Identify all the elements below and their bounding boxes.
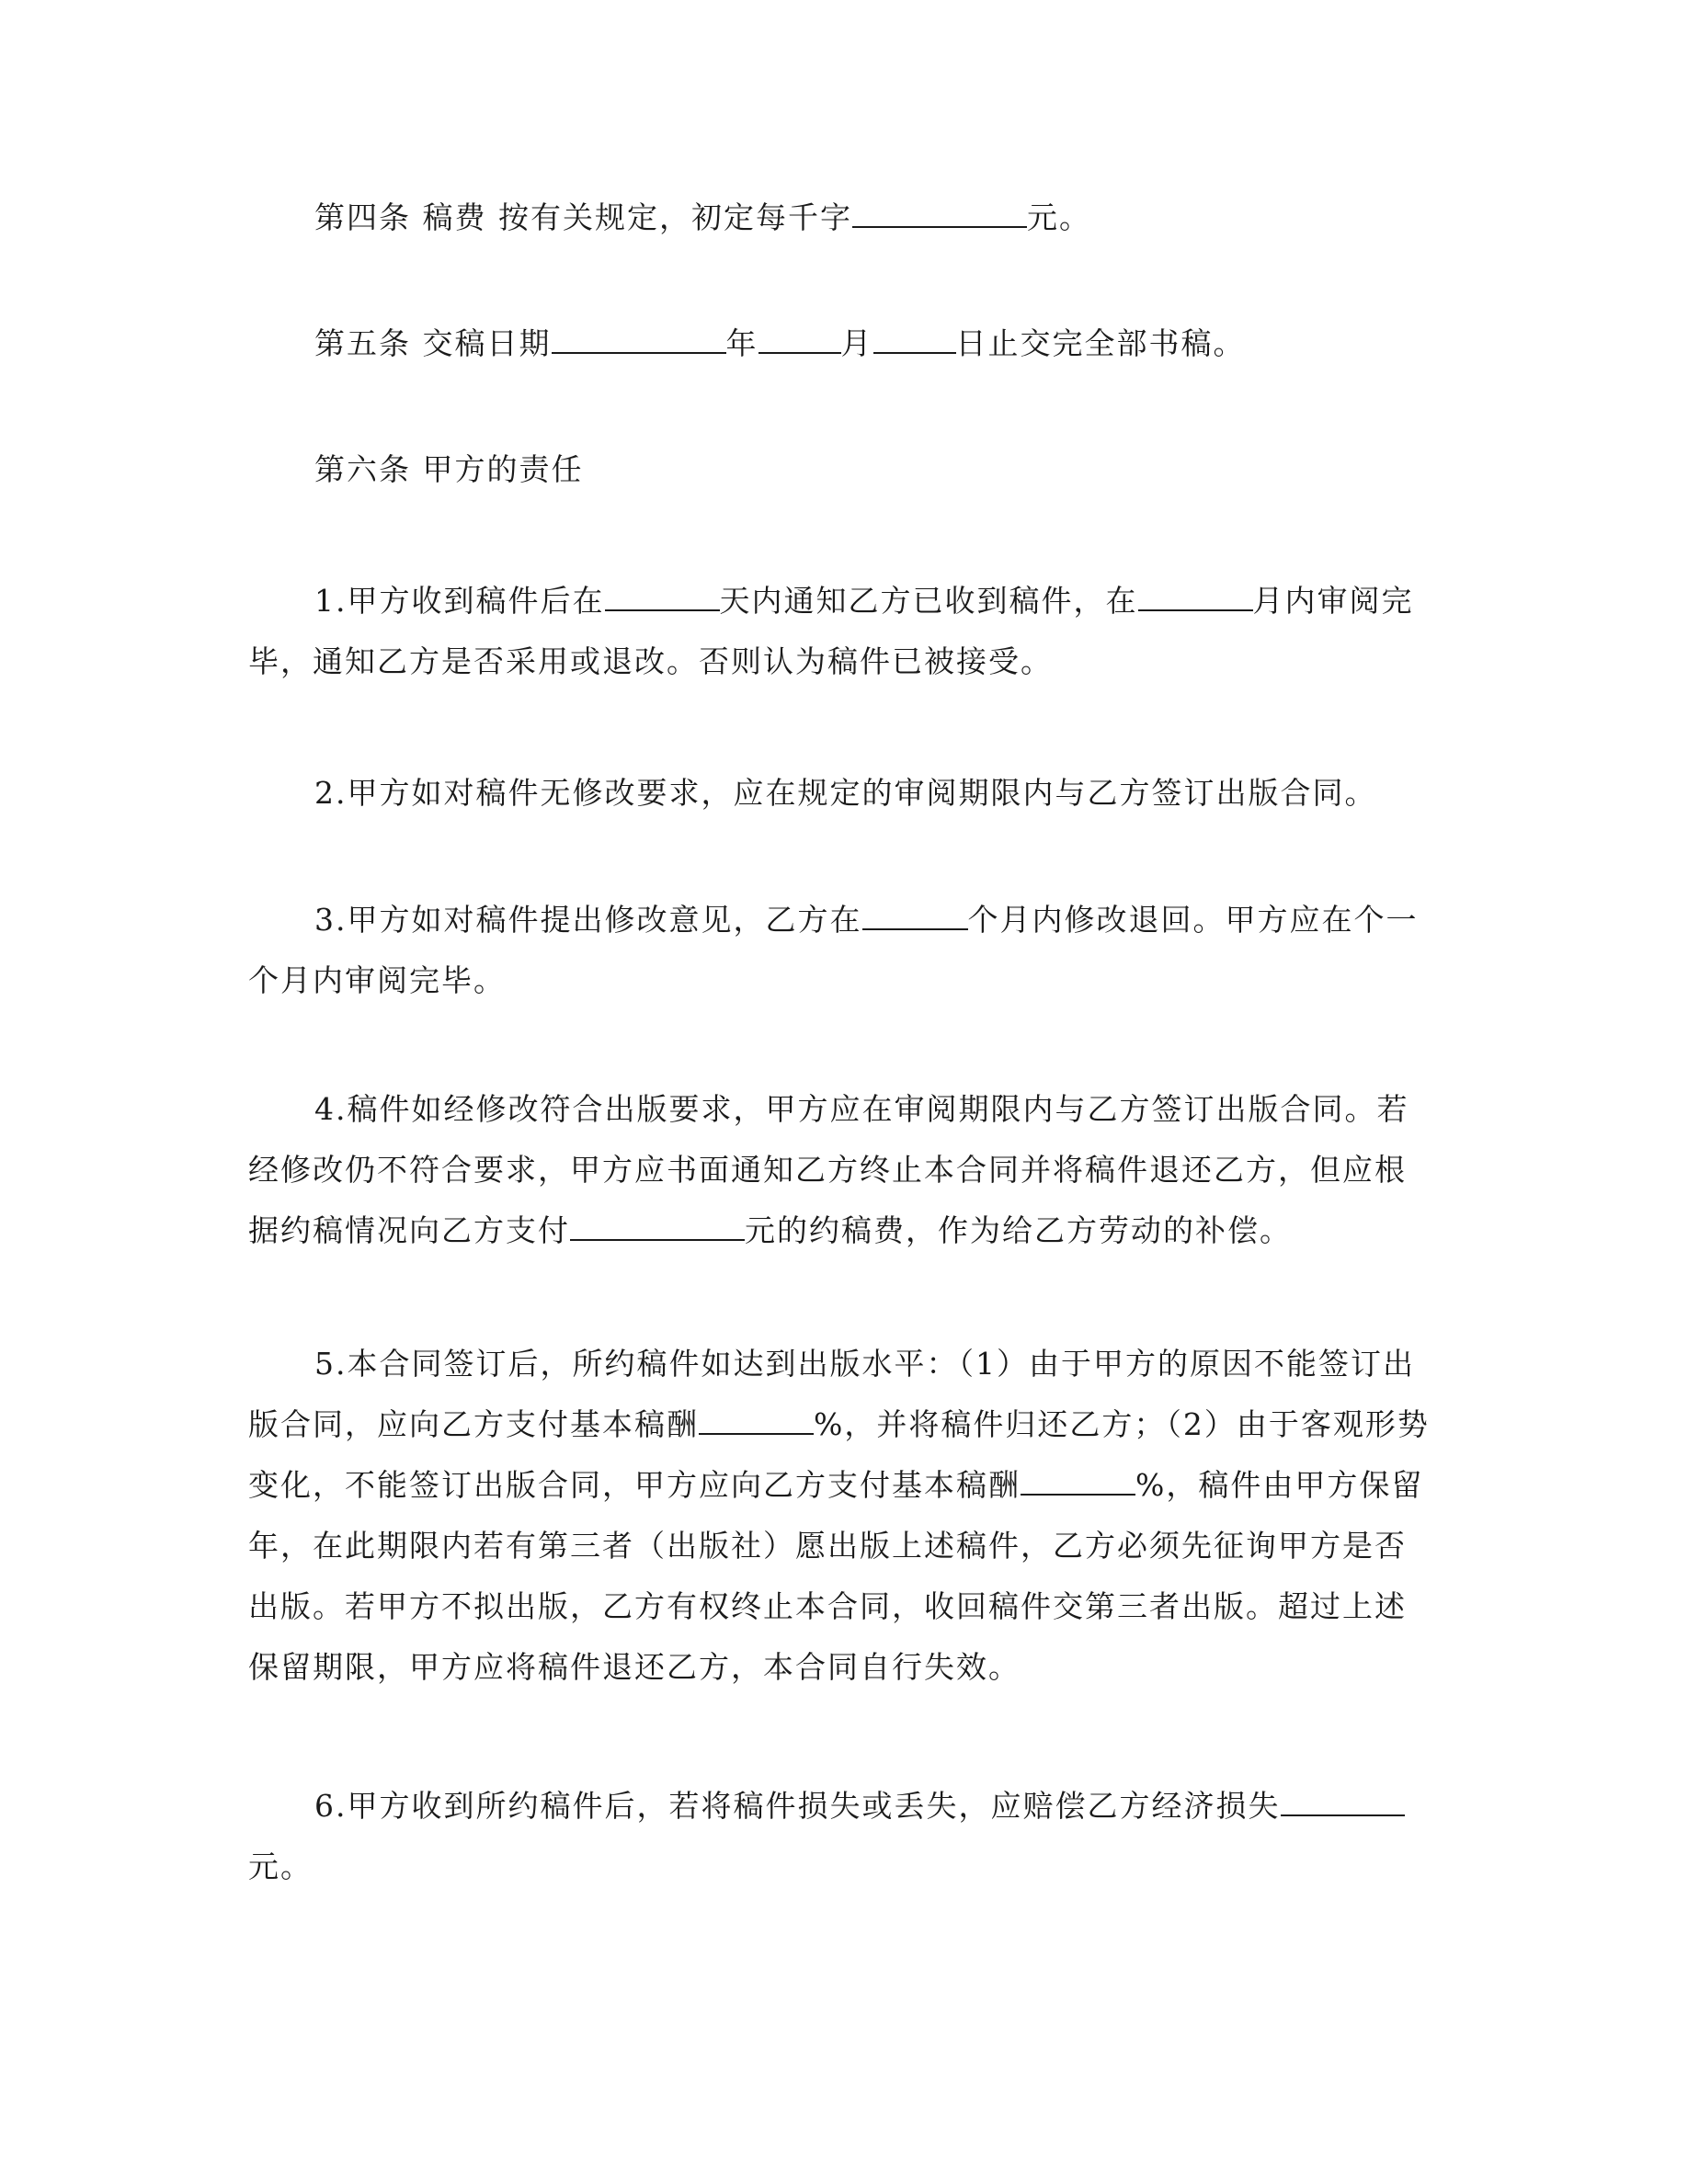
- deadline-month-blank[interactable]: [758, 321, 841, 354]
- clause-2: 2.甲方如对稿件无修改要求，应在规定的审阅期限内与乙方签订出版合同。: [314, 775, 1377, 811]
- base-royalty-percent-blank-1[interactable]: [699, 1402, 814, 1435]
- fee-per-thousand-blank[interactable]: [852, 195, 1027, 228]
- article-4-unit: 元。: [1026, 199, 1091, 235]
- review-months-blank[interactable]: [1138, 578, 1253, 611]
- clause-1-text-c: 月内审阅完毕，通知乙方是否采用或退改。否则认为稿件已被接受。: [248, 583, 1414, 679]
- clause-6: [248, 1776, 1431, 1897]
- article-4-fee: [248, 188, 1431, 248]
- deadline-day-blank[interactable]: [873, 321, 956, 354]
- article-5-tail: 日止交完全部书稿。: [955, 325, 1246, 361]
- clause-1-text-b: 天内通知乙方已收到稿件，在: [719, 583, 1138, 619]
- clause-1-text-a: 1.甲方收到稿件后在: [314, 583, 605, 619]
- article-5-text: 第五条 交稿日期: [314, 325, 552, 361]
- article-4-text: 第四条 稿费 按有关规定，初定每千字: [314, 199, 852, 235]
- clause-4: [248, 1079, 1431, 1261]
- deadline-year-blank[interactable]: [552, 321, 726, 354]
- clause-6-text-a: 6.甲方收到所约稿件后，若将稿件损失或丢失，应赔偿乙方经济损失: [314, 1788, 1281, 1824]
- clause-5-text-a: 5.本合同签订后，所约稿件如达到出版水平：（1）由于甲方的原因不能签订出版合同，应向乙方支付基本稿酬: [248, 1346, 1415, 1442]
- month-label: 月: [840, 325, 873, 361]
- commission-fee-blank[interactable]: [570, 1208, 745, 1241]
- year-label: 年: [725, 325, 758, 361]
- clause-5-text-c: %，稿件由甲方保留年，在此期限内若有第三者（出版社）愿出版上述稿件，乙方必须先征询甲方是否出版。若甲方不拟出版，乙方有权终止本合同，收回稿件交第三者出版。超过上述保留期限，甲方应将稿件退还乙方，本合同自行失效。: [248, 1467, 1424, 1685]
- clause-5: [248, 1334, 1431, 1698]
- article-5-deadline: [248, 313, 1431, 374]
- compensation-amount-blank[interactable]: [1281, 1783, 1405, 1816]
- clause-4-text-b: 元的约稿费，作为给乙方劳动的补偿。: [745, 1212, 1292, 1248]
- revision-months-blank[interactable]: [862, 897, 968, 930]
- clause-3: [248, 890, 1431, 1011]
- clause-1: [248, 571, 1431, 692]
- clause-5-text-b: %，并将稿件归还乙方；（2）由于客观形势变化，不能签订出版合同，甲方应向乙方支付基本稿酬: [248, 1406, 1430, 1503]
- clause-4-text-a: 4.稿件如经修改符合出版要求，甲方应在审阅期限内与乙方签订出版合同。若经修改仍不符合要求，甲方应书面通知乙方终止本合同并将稿件退还乙方，但应根据约稿情况向乙方支付: [248, 1091, 1409, 1248]
- article-6-title: 第六条 甲方的责任: [314, 451, 584, 487]
- clause-3-text-b: 个月内修改退回。甲方应在个一个月内审阅完毕。: [248, 902, 1419, 998]
- base-royalty-percent-blank-2[interactable]: [1021, 1462, 1135, 1496]
- clause-6-text-b: 元。: [248, 1848, 313, 1884]
- clause-3-text-a: 3.甲方如对稿件提出修改意见，乙方在: [314, 902, 862, 938]
- notify-days-blank[interactable]: [605, 578, 720, 611]
